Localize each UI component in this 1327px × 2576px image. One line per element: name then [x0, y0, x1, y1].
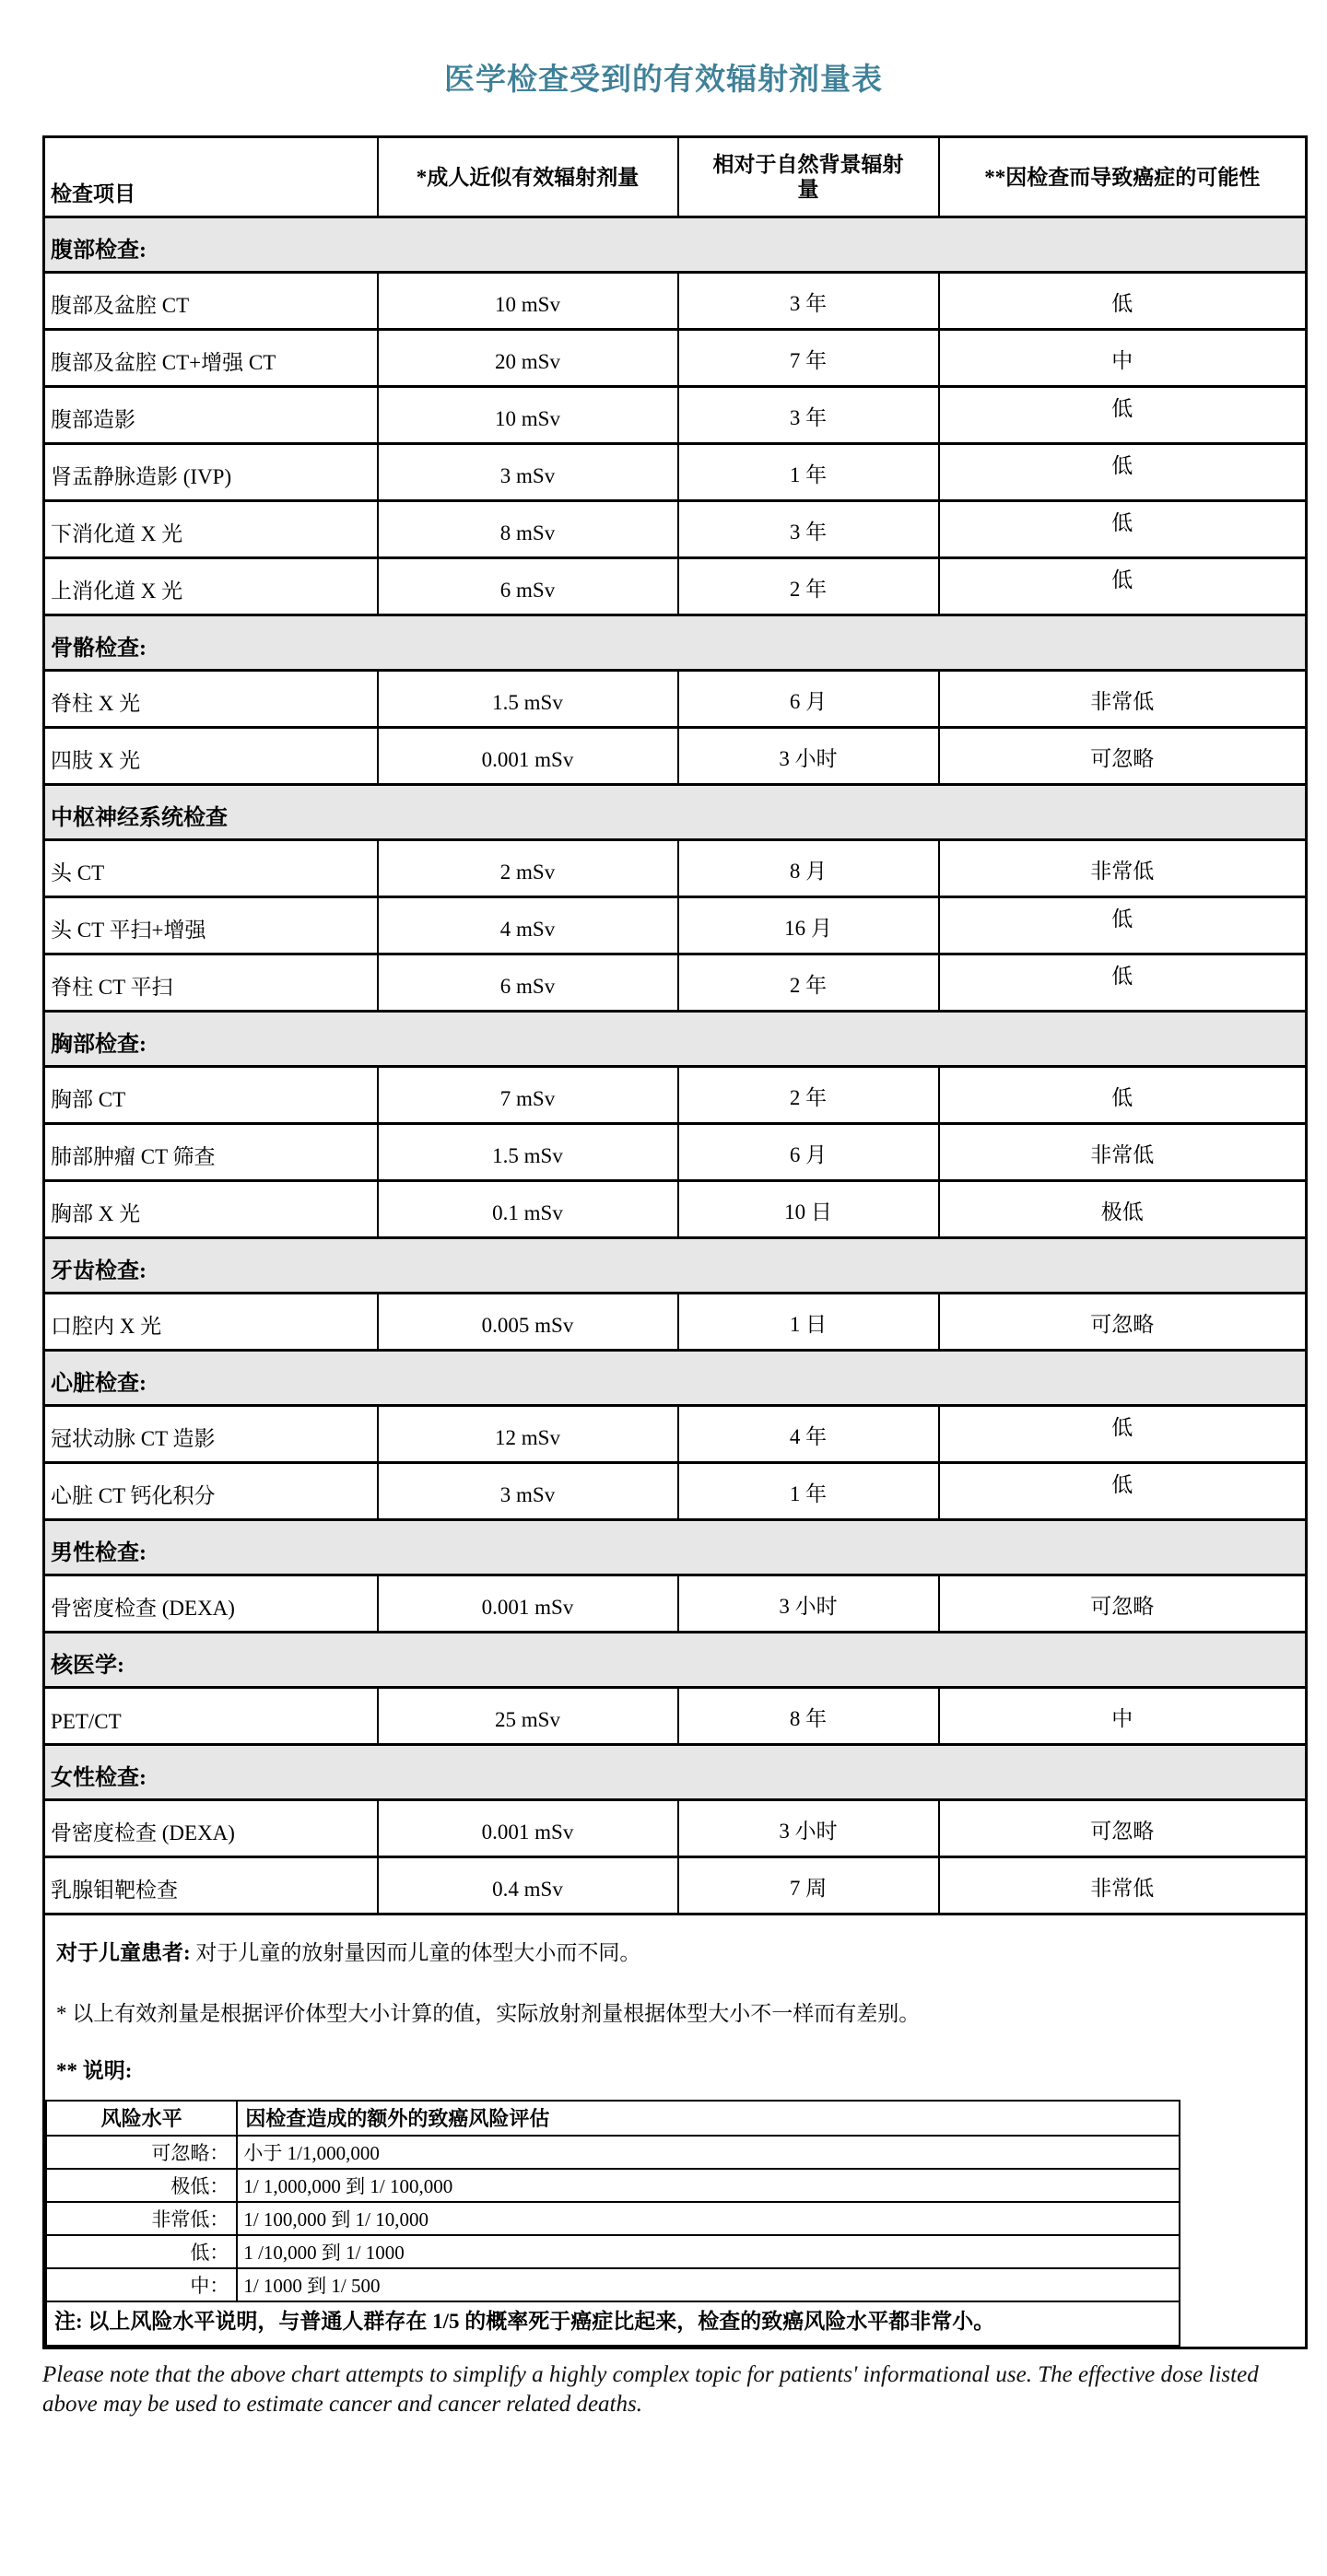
section-header-cell: 核医学:: [44, 1633, 1307, 1688]
risk-note-cell: 注: 以上风险水平说明，与普通人群存在 1/5 的概率死于癌症比起来，检查的致癌风险水平都非常小。: [46, 2301, 1180, 2346]
exam-item-cell: 头 CT: [44, 840, 378, 897]
exam-item-cell: 骨密度检查 (DEXA): [44, 1575, 378, 1633]
section-header-cell: 牙齿检查:: [44, 1238, 1307, 1294]
risk-cell: 可忽略: [939, 1800, 1307, 1857]
exam-item-cell: 四肢 X 光: [44, 728, 378, 785]
dose-cell: 6 mSv: [378, 558, 678, 615]
risk-note-row: [46, 2301, 1180, 2346]
table-row: [44, 840, 1307, 897]
exam-item-cell: 腹部及盆腔 CT+增强 CT: [44, 330, 378, 387]
risk-cell: 低: [939, 1067, 1307, 1124]
risk-row: [46, 2136, 1180, 2169]
risk-level-table: [45, 2100, 1180, 2347]
background-equivalent-cell: 2 年: [678, 558, 939, 615]
section-header-row: [44, 1238, 1307, 1294]
risk-level-cell: 中：: [46, 2268, 237, 2301]
section-header-cell: 骨骼检查:: [44, 615, 1307, 671]
risk-cell: 非常低: [939, 671, 1307, 728]
dose-cell: 25 mSv: [378, 1688, 678, 1745]
table-row: [44, 1688, 1307, 1745]
risk-header-row: [46, 2101, 1180, 2136]
risk-cell: 非常低: [939, 840, 1307, 897]
table-row: [44, 444, 1307, 501]
risk-level-cell: 低：: [46, 2235, 237, 2268]
section-header-row: [44, 1633, 1307, 1688]
section-header-row: [44, 1012, 1307, 1067]
section-header-cell: 胸部检查:: [44, 1012, 1307, 1067]
background-equivalent-cell: 7 年: [678, 330, 939, 387]
exam-item-cell: 骨密度检查 (DEXA): [44, 1800, 378, 1857]
section-header-row: [44, 1351, 1307, 1406]
section-header-cell: 心脏检查:: [44, 1351, 1307, 1406]
risk-estimate-column-header: 因检查造成的额外的致癌风险评估: [237, 2101, 1180, 2136]
exam-item-cell: 上消化道 X 光: [44, 558, 378, 615]
risk-cell: 低: [939, 387, 1307, 444]
background-equivalent-cell: 3 年: [678, 501, 939, 558]
background-equivalent-cell: 2 年: [678, 954, 939, 1012]
dose-cell: 12 mSv: [378, 1406, 678, 1463]
risk-cell: 非常低: [939, 1857, 1307, 1914]
children-patient-text: 对于儿童的放射量因而儿童的体型大小而不同。: [190, 1941, 641, 1964]
section-header-row: [44, 1520, 1307, 1575]
children-patient-label: 对于儿童患者:: [56, 1941, 191, 1964]
risk-cell: 中: [939, 330, 1307, 387]
exam-item-cell: 腹部及盆腔 CT: [44, 273, 378, 330]
exam-item-cell: 口腔内 X 光: [44, 1294, 378, 1351]
dose-cell: 6 mSv: [378, 954, 678, 1012]
background-equivalent-cell: 3 年: [678, 387, 939, 444]
exam-item-cell: 冠状动脉 CT 造影: [44, 1406, 378, 1463]
background-equivalent-cell: 4 年: [678, 1406, 939, 1463]
table-row: [44, 558, 1307, 615]
risk-cell: 可忽略: [939, 1294, 1307, 1351]
background-equivalent-cell: 3 小时: [678, 1800, 939, 1857]
background-equivalent-cell: 8 月: [678, 840, 939, 897]
column-header-background-equivalent: 相对于自然背景辐射量: [678, 137, 939, 217]
dose-cell: 8 mSv: [378, 501, 678, 558]
page-title: 医学检查受到的有效辐射剂量表: [444, 64, 883, 97]
dose-cell: 10 mSv: [378, 273, 678, 330]
background-equivalent-cell: 2 年: [678, 1067, 939, 1124]
risk-cell: 极低: [939, 1181, 1307, 1238]
footer-notes-cell: [44, 1914, 1307, 2348]
exam-item-cell: 乳腺钼靶检查: [44, 1857, 378, 1914]
risk-cell: 低: [939, 954, 1307, 1012]
risk-cell: 非常低: [939, 1124, 1307, 1181]
background-equivalent-cell: 6 月: [678, 1124, 939, 1181]
exam-item-cell: 头 CT 平扫+增强: [44, 897, 378, 954]
risk-row: [46, 2268, 1180, 2301]
risk-level-cell: 极低：: [46, 2169, 237, 2202]
risk-level-column-header: 风险水平: [46, 2101, 237, 2136]
dose-cell: 0.001 mSv: [378, 1575, 678, 1633]
risk-level-cell: 非常低：: [46, 2202, 237, 2235]
table-row: [44, 330, 1307, 387]
section-header-row: [44, 615, 1307, 671]
table-row: [44, 1800, 1307, 1857]
risk-cell: 低: [939, 1406, 1307, 1463]
risk-cell: 可忽略: [939, 1575, 1307, 1633]
header-row: [44, 137, 1307, 217]
radiation-dose-table: [42, 135, 1308, 2349]
children-patient-note: [56, 1939, 1292, 1967]
table-row: [44, 1406, 1307, 1463]
table-row: [44, 1181, 1307, 1238]
dose-cell: 0.001 mSv: [378, 1800, 678, 1857]
table-row: [44, 1067, 1307, 1124]
table-row: [44, 1463, 1307, 1520]
english-disclaimer: Please note that the above chart attempts to simplify a highly complex topic for patients' informational use. The effective dose listed above may be used to estimate cancer and cancer related deaths.: [42, 2362, 1259, 2417]
table-row: [44, 728, 1307, 785]
column-header-exam-item: 检查项目: [44, 137, 378, 217]
risk-table-body: [46, 2136, 1180, 2346]
table-row: [44, 1857, 1307, 1914]
table-row: [44, 954, 1307, 1012]
dose-cell: 1.5 mSv: [378, 1124, 678, 1181]
background-equivalent-cell: 1 年: [678, 1463, 939, 1520]
risk-cell: 低: [939, 444, 1307, 501]
background-equivalent-cell: 6 月: [678, 671, 939, 728]
risk-cell: 低: [939, 1463, 1307, 1520]
dose-cell: 0.4 mSv: [378, 1857, 678, 1914]
dose-cell: 7 mSv: [378, 1067, 678, 1124]
exam-item-cell: 肾盂静脉造影 (IVP): [44, 444, 378, 501]
risk-estimate-cell: 1 /10,000 到 1/ 1000: [237, 2235, 1180, 2268]
dose-cell: 10 mSv: [378, 387, 678, 444]
exam-item-cell: 胸部 CT: [44, 1067, 378, 1124]
dose-cell: 0.005 mSv: [378, 1294, 678, 1351]
column-header-cancer-risk: **因检查而导致癌症的可能性: [939, 137, 1307, 217]
risk-cell: 中: [939, 1688, 1307, 1745]
table-row: [44, 1575, 1307, 1633]
table-row: [44, 897, 1307, 954]
exam-item-cell: 腹部造影: [44, 387, 378, 444]
section-header-cell: 女性检查:: [44, 1745, 1307, 1800]
dose-cell: 1.5 mSv: [378, 671, 678, 728]
section-header-row: [44, 217, 1307, 273]
column-header-adult-dose: *成人近似有效辐射剂量: [378, 137, 678, 217]
risk-cell: 低: [939, 501, 1307, 558]
background-equivalent-cell: 8 年: [678, 1688, 939, 1745]
dose-cell: 0.001 mSv: [378, 728, 678, 785]
exam-item-cell: 脊柱 X 光: [44, 671, 378, 728]
risk-cell: 低: [939, 897, 1307, 954]
risk-estimate-cell: 1/ 100,000 到 1/ 10,000: [237, 2202, 1180, 2235]
exam-item-cell: 脊柱 CT 平扫: [44, 954, 378, 1012]
exam-item-cell: 肺部肿瘤 CT 筛查: [44, 1124, 378, 1181]
risk-level-cell: 可忽略：: [46, 2136, 237, 2169]
background-equivalent-cell: 3 小时: [678, 1575, 939, 1633]
background-equivalent-cell: 3 小时: [678, 728, 939, 785]
main-table-body: [44, 217, 1307, 2348]
dose-cell: 20 mSv: [378, 330, 678, 387]
risk-estimate-cell: 小于 1/1,000,000: [237, 2136, 1180, 2169]
section-header-cell: 男性检查:: [44, 1520, 1307, 1575]
risk-cell: 低: [939, 273, 1307, 330]
background-equivalent-cell: 1 日: [678, 1294, 939, 1351]
legend-label: ** 说明:: [56, 2059, 133, 2082]
star-note: * 以上有效剂量是根据评价体型大小计算的值，实际放射剂量根据体型大小不一样而有差别。: [56, 2002, 921, 2025]
table-row: [44, 671, 1307, 728]
background-equivalent-cell: 7 周: [678, 1857, 939, 1914]
background-equivalent-cell: 16 月: [678, 897, 939, 954]
background-equivalent-cell: 3 年: [678, 273, 939, 330]
exam-item-cell: 心脏 CT 钙化积分: [44, 1463, 378, 1520]
table-row: [44, 1294, 1307, 1351]
section-header-row: [44, 1745, 1307, 1800]
risk-cell: 可忽略: [939, 728, 1307, 785]
exam-item-cell: 胸部 X 光: [44, 1181, 378, 1238]
table-row: [44, 1124, 1307, 1181]
dose-cell: 3 mSv: [378, 444, 678, 501]
table-row: [44, 273, 1307, 330]
exam-item-cell: PET/CT: [44, 1688, 378, 1745]
risk-cell: 低: [939, 558, 1307, 615]
exam-item-cell: 下消化道 X 光: [44, 501, 378, 558]
risk-row: [46, 2235, 1180, 2268]
table-row: [44, 387, 1307, 444]
dose-cell: 0.1 mSv: [378, 1181, 678, 1238]
background-equivalent-cell: 10 日: [678, 1181, 939, 1238]
table-row: [44, 501, 1307, 558]
risk-estimate-cell: 1/ 1000 到 1/ 500: [237, 2268, 1180, 2301]
dose-cell: 3 mSv: [378, 1463, 678, 1520]
risk-row: [46, 2202, 1180, 2235]
section-header-row: [44, 785, 1307, 840]
footer-notes-row: [44, 1914, 1307, 2348]
section-header-cell: 腹部检查:: [44, 217, 1307, 273]
risk-row: [46, 2169, 1180, 2202]
dose-cell: 2 mSv: [378, 840, 678, 897]
risk-estimate-cell: 1/ 1,000,000 到 1/ 100,000: [237, 2169, 1180, 2202]
background-equivalent-cell: 1 年: [678, 444, 939, 501]
dose-cell: 4 mSv: [378, 897, 678, 954]
section-header-cell: 中枢神经系统检查: [44, 785, 1307, 840]
